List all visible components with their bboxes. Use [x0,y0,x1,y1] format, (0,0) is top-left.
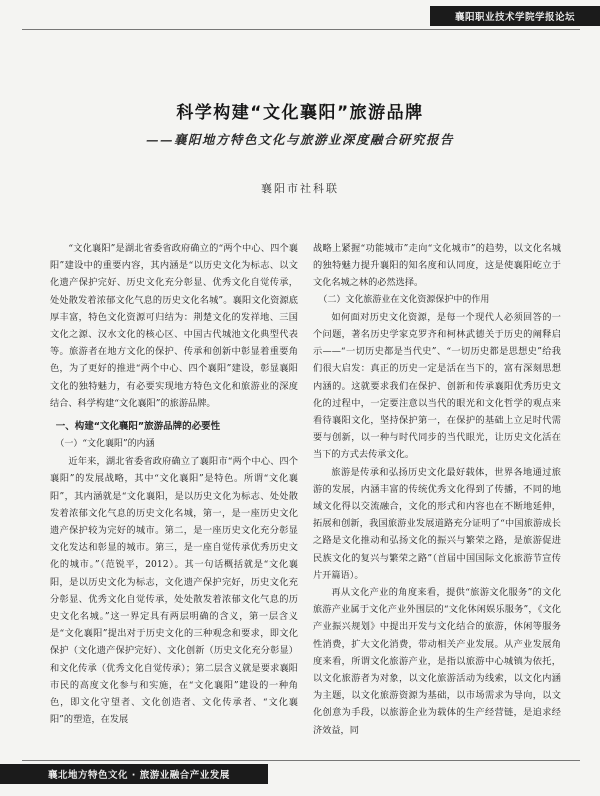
section-heading: 一、构建“文化襄阳”旅游品牌的必要性 [55,421,221,433]
footer-label: 襄北地方特色文化 · 旅游业融合产业发展 [0,764,268,784]
body-paragraph: 战略上紧握“功能城市”走向“文化城市”的趋势，以文化名城的独特魅力提升襄阳的知名度和认同度，这是使襄阳屹立于文化名城之林的必然选择。 [313,243,561,289]
intro-paragraph: “文化襄阳”是湖北省委省政府确立的“两个中心、四个襄阳”建设中的重要内容，其内涵是“以历史文化为标志、以文化遗产保护完好、历史文化充分彰显、优秀文化自觉传承，处处散发着浓郁文化气息的历史文化名城”。襄阳文化资源底厚丰富，特色文化资源可归结为：荆楚文化的发祥地、三国文化之源、汉水文化的核心区、中国古代城池文化典型代表等。旅游者在地方文化的保护、传承和创新中彰显着重要角色，为了更好的推进“两个中心、四个襄阳”建设，彰显襄阳文化的独特魅力，有必要实现地方特色文化和旅游业的深度结合、科学构建“文化襄阳”的旅游品牌。 [50,243,298,409]
article-subtitle: ——襄阳地方特色文化与旅游业深度融合研究报告 [145,132,454,147]
left-column [50,240,298,728]
right-column [313,240,561,739]
article-author: 襄阳市社科联 [261,182,339,195]
body-paragraph: 旅游是传承和弘扬历史文化最好载体，世界各地通过旅游的发展，内涵丰富的传统优秀文化得到了传播，不同的地域文化得以交流融合，文化的形式和内容也在不断地延伸，拓展和创新，我国旅游业发展道路充分证明了“中国旅游成长之路是文化推动和弘扬文化的振兴与繁荣之路，是旅游促进民族文化的复兴与繁荣之路”（首届中国国际文化旅游节宣传片开篇语）。 [313,466,561,581]
body-paragraph: 再从文化产业的角度来看，提供“旅游文化服务”的文化旅游产业属于文化产业外围层的“文化休闲娱乐服务”，《文化产业振兴规划》中提出开发与文化结合的旅游，休闲等服务性消费，扩大文化消费，带动相关产业发展。从产业发展角度来看，所谓文化旅游产业，是指以旅游中心城镇为依托，以文化旅游者为对象，以文化旅游活动为线索，以文化内涵为主题，以文化旅游资源为基础，以市场需求为导向，以文化创意为手段，以旅游企业为载体的生产经营链，是追求经济效益，同 [313,587,561,736]
article-title: 科学构建“文化襄阳”旅游品牌 [176,103,424,123]
body-paragraph: 近年来，湖北省委省政府确立了襄阳市“两个中心、四个襄阳”的发展战略，其中“文化襄阳”是特色。所谓“文化襄阳”，其内涵就是“文化襄阳，是以历史文化为标志、处处散发着浓郁文化气息的历史文化名城，第一，是一座历史文化遗产保护较为完好的城市。第二，是一座历史文化充分彰显文化发达和彰显的城市。第三，是一座自觉传承优秀历史文化的城市。”（范锐平，2012）。其一句话概括就是“文化襄阳，是以历史文化为标志，文化遗产保护完好，历史文化充分彰显、优秀文化自觉传承，处处散发着浓郁文化气息的历史文化名城。”这一界定具有两层明确的含义，第一层含义是“文化襄阳”提出对于历史文化的三种观念和要求，即文化保护（文化遗产保护完好）、文化创新（历史文化充分彰显）和文化传承（优秀文化自觉传承）；第二层含义就是要求襄阳市民的高度文化参与和实施，在“文化襄阳”建设的一种角色，即文化守望者、文化创造者、文化传承者、“文化襄阳”的塑造，在发展 [50,456,298,726]
subsection-heading: （二）文化旅游业在文化资源保护中的作用 [318,294,490,305]
subsection-heading: （一）“文化襄阳”的内涵 [55,439,155,450]
header-divider [22,29,580,30]
footer-divider [22,760,580,761]
journal-header: 襄阳职业技术学院学报论坛 [430,6,600,26]
body-paragraph: 如何面对历史文化资源，是每一个现代人必须回答的一个问题，著名历史学家克罗齐和柯林武德关于历史的阐释启示——“一切历史都是当代史”、“一切历史都是思想史”给我们很大启发：真正的历史一定是活在当下的，富有深刻思想内涵的。这就要求我们在保护、创新和传承襄阳优秀历史文化的过程中，一定要注意以当代的眼光和文化哲学的观点来看待襄阳文化，坚持保护第一，在保护的基础上立足时代需要与创新，以一种与时代同步的当代眼光，让历史文化活在当下的方式去传承文化。 [313,311,561,461]
